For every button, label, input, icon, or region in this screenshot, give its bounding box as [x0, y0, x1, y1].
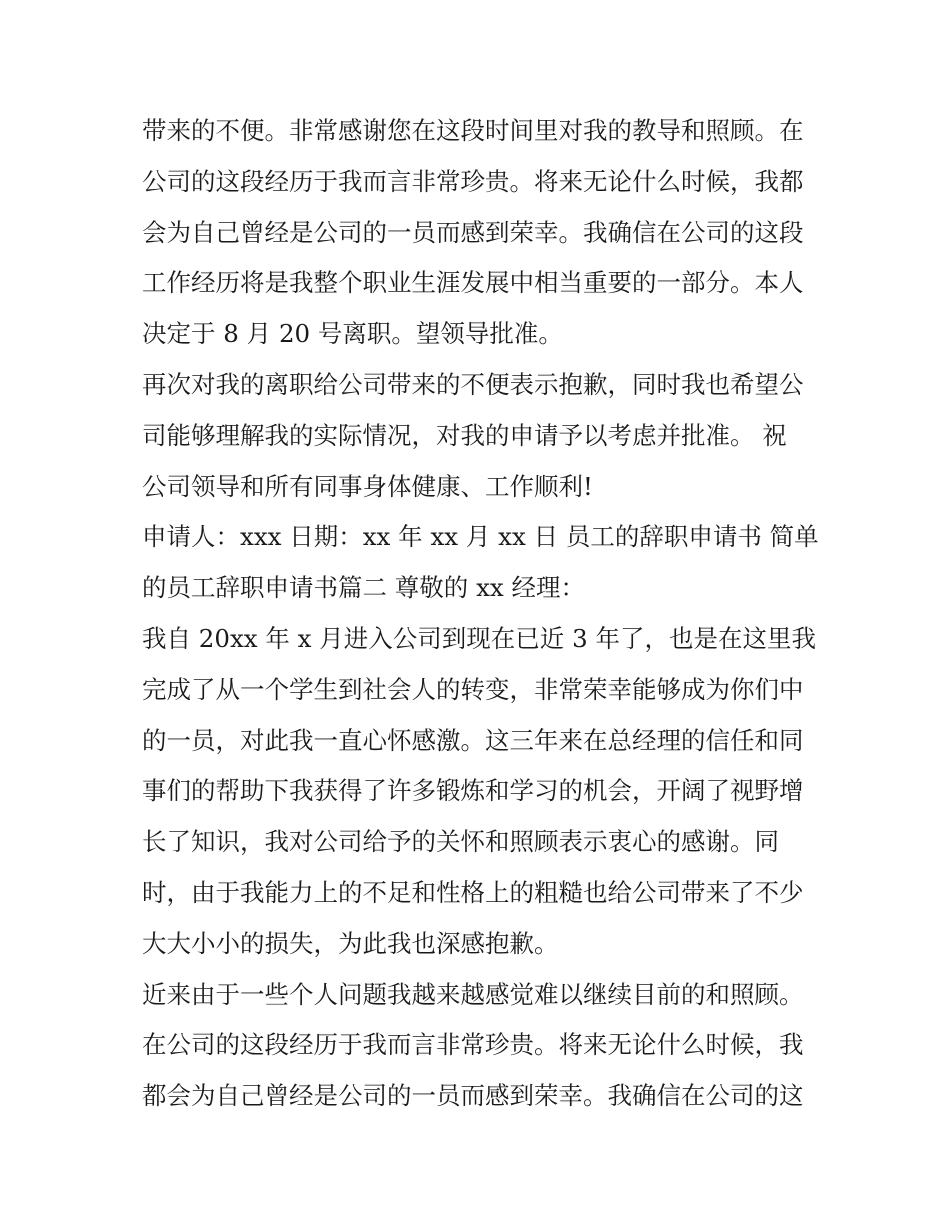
text-line: 司能够理解我的实际情况，对我的申请予以考虑并批准。 祝: [142, 420, 787, 450]
text-line: 申请人：xxx 日期：xx 年 xx 月 xx 日 员工的辞职申请书 简单: [142, 522, 819, 552]
text-line: 公司领导和所有同事身体健康、工作顺利!: [142, 471, 593, 501]
text-line: 近来由于一些个人问题我越来越感觉难以继续目前的和照顾。: [142, 979, 804, 1009]
text-line: 时，由于我能力上的不足和性格上的粗糙也给公司带来了不少: [142, 877, 804, 907]
text-line: 的一员，对此我一直心怀感激。这三年来在总经理的信任和同: [142, 725, 804, 755]
text-line: 的员工辞职申请书篇二 尊敬的 xx 经理：: [142, 573, 585, 603]
text-line: 大大小小的损失，为此我也深感抱歉。: [142, 928, 559, 958]
text-line: 工作经历将是我整个职业生涯发展中相当重要的一部分。本人: [142, 268, 804, 298]
text-line: 公司的这段经历于我而言非常珍贵。将来无论什么时候，我都: [142, 166, 804, 196]
text-line: 再次对我的离职给公司带来的不便表示抱歉，同时我也希望公: [142, 369, 804, 399]
text-line: 带来的不便。非常感谢您在这段时间里对我的教导和照顾。在: [142, 116, 804, 145]
text-line: 我自 20xx 年 x 月进入公司到现在已近 3 年了，也是在这里我: [142, 623, 816, 653]
text-line: 事们的帮助下我获得了许多锻炼和学习的机会，开阔了视野增: [142, 776, 804, 806]
text-line: 会为自己曾经是公司的一员而感到荣幸。我确信在公司的这段: [142, 217, 804, 247]
text-line: 长了知识，我对公司给予的关怀和照顾表示衷心的感谢。同: [142, 827, 779, 857]
text-line: 都会为自己曾经是公司的一员而感到荣幸。我确信在公司的这: [142, 1081, 804, 1111]
text-line: 完成了从一个学生到社会人的转变，非常荣幸能够成为你们中: [142, 674, 804, 704]
text-line: 在公司的这段经历于我而言非常珍贵。将来无论什么时候，我: [142, 1030, 804, 1060]
text-line: 决定于 8 月 20 号离职。望领导批准。: [142, 319, 563, 349]
document-body: [142, 106, 822, 1122]
